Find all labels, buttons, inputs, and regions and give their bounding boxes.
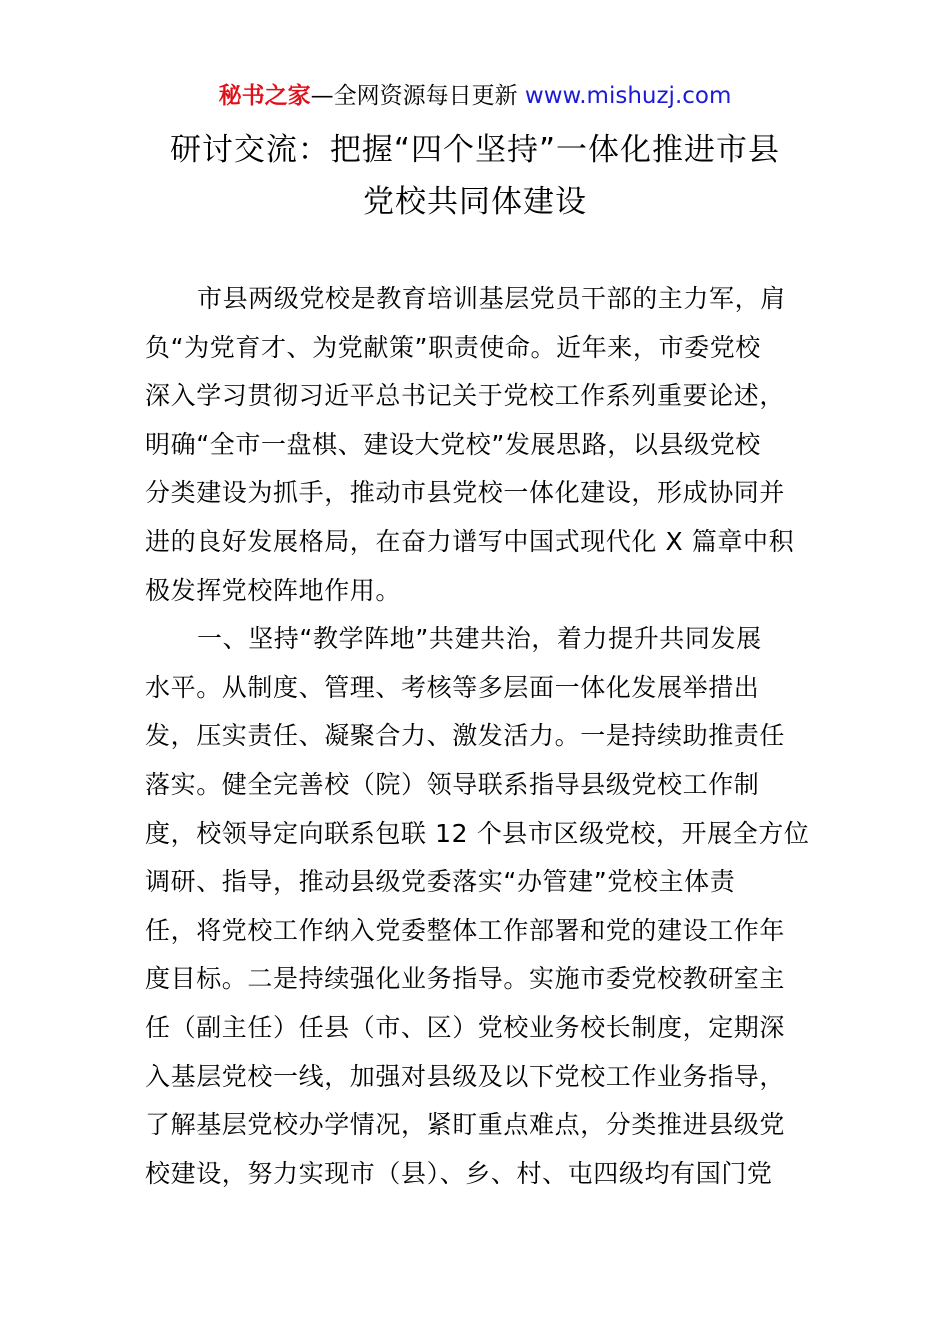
paragraph-2-line: 调研、指导，推动县级党委落实“办管建”党校主体责 <box>145 867 736 897</box>
document-body <box>145 275 810 1198</box>
paragraph-2-line: 水平。从制度、管理、考核等多层面一体化发展举措出 <box>145 672 760 702</box>
title-line-2: 党校共同体建设 <box>363 184 587 220</box>
paragraph-1-line: 分类建设为抓手，推动市县党校一体化建设，形成协同并 <box>145 478 786 508</box>
paragraph-1-line: 进的良好发展格局，在奋力谱写中国式现代化 X 篇章中积 <box>145 526 795 556</box>
paragraph-2-line: 校建设，努力实现市（县）、乡、村、屯四级均有国门党 <box>145 1158 773 1188</box>
brand-name: 秘书之家 <box>218 83 311 109</box>
paragraph-2-line: 落实。健全完善校（院）领导联系指导县级党校工作制 <box>145 769 760 799</box>
header-tagline: —全网资源每日更新 <box>310 83 525 109</box>
paragraph-2-line: 了解基层党校办学情况，紧盯重点难点，分类推进县级党 <box>145 1110 786 1140</box>
paragraph-2-line: 任（副主任）任县（市、区）党校业务校长制度，定期深 <box>145 1012 786 1042</box>
paragraph-2-line: 入基层党校一线，加强对县级及以下党校工作业务指导， <box>145 1061 786 1091</box>
paragraph-2-line: 任，将党校工作纳入党委整体工作部署和党的建设工作年 <box>145 915 786 945</box>
site-url-link[interactable]: www.mishuzj.com <box>524 83 732 109</box>
title-line-1: 研讨交流：把握“四个坚持”一体化推进市县 <box>169 132 781 168</box>
paragraph-1-line: 市县两级党校是教育培训基层党员干部的主力军，肩 <box>197 284 786 313</box>
paragraph-1-line: 明确“全市一盘棋、建设大党校”发展思路，以县级党校 <box>145 429 761 459</box>
paragraph-1-line: 负“为党育才、为党献策”职责使命。近年来，市委党校 <box>145 332 761 362</box>
paragraph-2-line: 一、坚持“教学阵地”共建共治，着力提升共同发展 <box>197 624 762 654</box>
site-header <box>0 80 950 112</box>
paragraph-1-line: 极发挥党校阵地作用。 <box>145 575 402 605</box>
paragraph-2-line: 发，压实责任、凝聚合力、激发活力。一是持续助推责任 <box>145 721 786 751</box>
paragraph-2-line: 度目标。二是持续强化业务指导。实施市委党校教研室主 <box>145 964 786 994</box>
document-title <box>100 124 850 228</box>
paragraph-2-line: 度，校领导定向联系包联 12 个县市区级党校，开展全方位 <box>145 818 810 848</box>
paragraph-1-line: 深入学习贯彻习近平总书记关于党校工作系列重要论述， <box>145 381 786 411</box>
